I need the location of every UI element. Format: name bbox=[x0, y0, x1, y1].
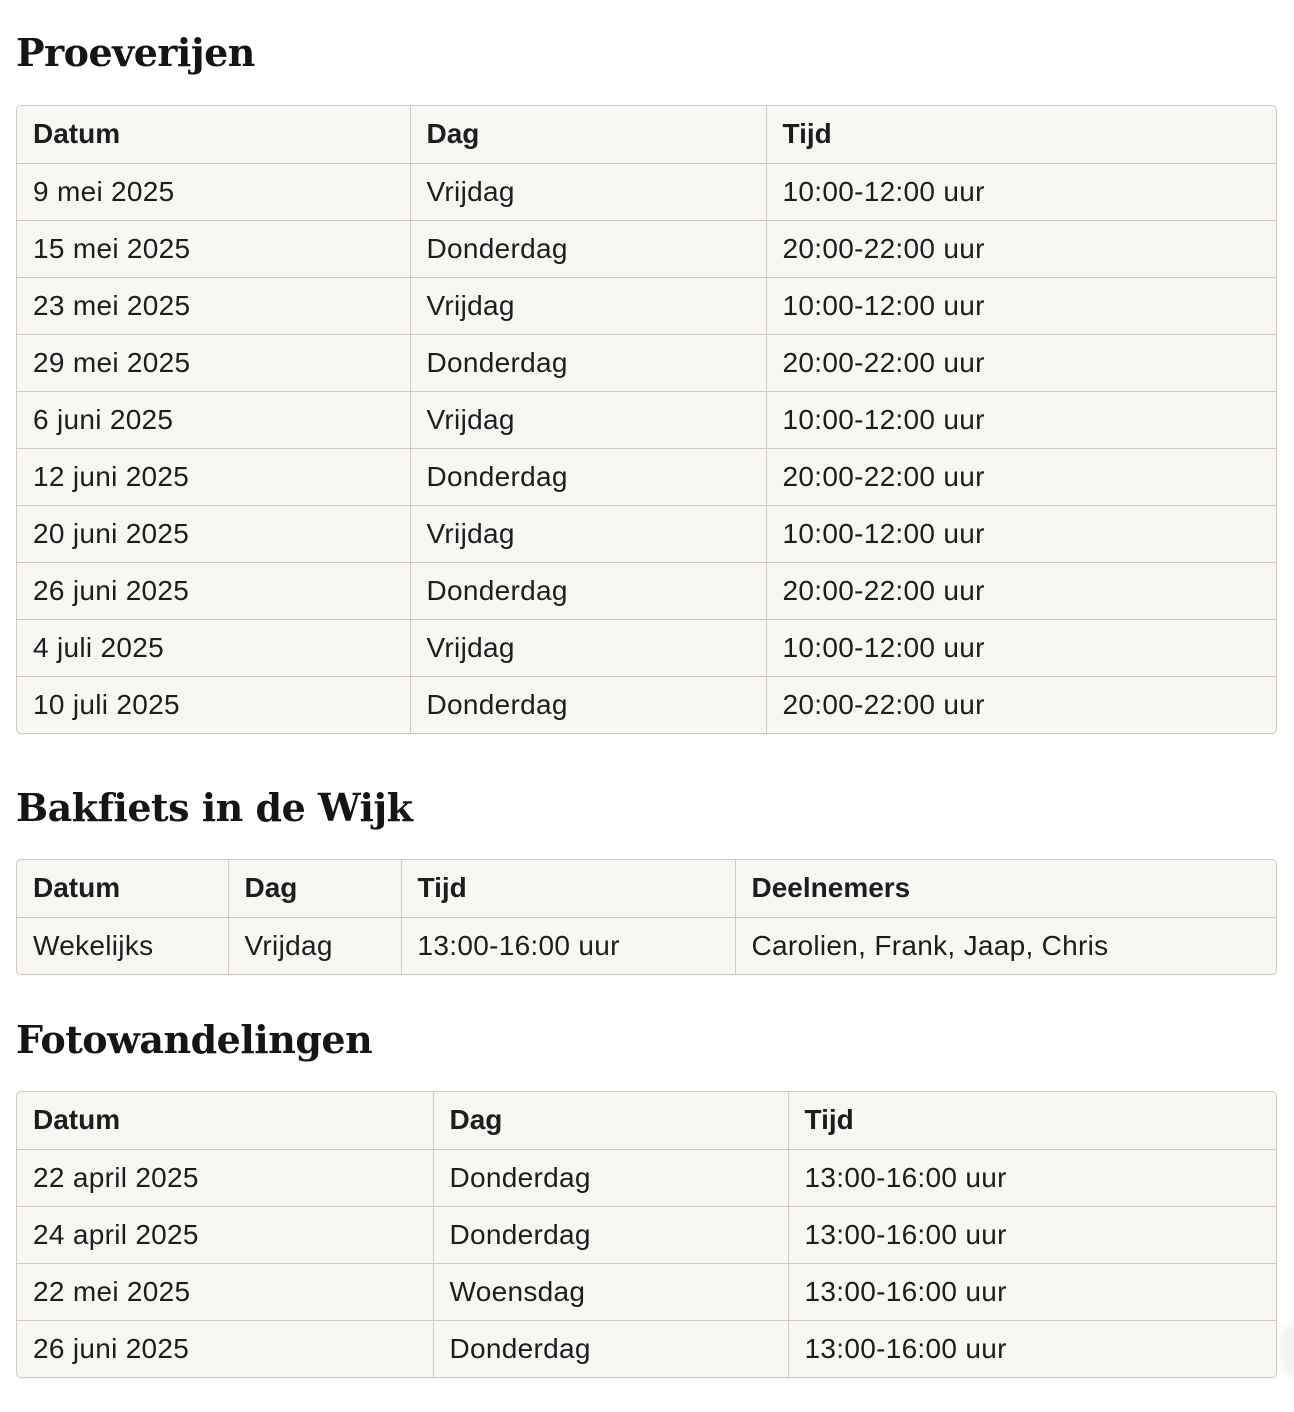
table-row bbox=[17, 1263, 1276, 1320]
cell-datum: 22 april 2025 bbox=[17, 1149, 433, 1206]
table-row bbox=[17, 1320, 1276, 1377]
column-header-dag: Dag bbox=[410, 106, 766, 163]
cell-tijd: 13:00-16:00 uur bbox=[788, 1149, 1276, 1206]
cell-deelnemers: Carolien, Frank, Jaap, Chris bbox=[751, 929, 1109, 961]
cell-datum: 15 mei 2025 bbox=[17, 220, 410, 277]
cell-datum: 12 juni 2025 bbox=[17, 448, 410, 505]
cell-datum: Wekelijks bbox=[17, 917, 228, 974]
column-header-datum: Datum bbox=[17, 1092, 433, 1149]
table-row bbox=[17, 1149, 1276, 1206]
cell-datum: 20 juni 2025 bbox=[17, 505, 410, 562]
cell-tijd: 10:00-12:00 uur bbox=[766, 391, 1276, 448]
cell-dag: Vrijdag bbox=[410, 391, 766, 448]
cell-tijd: 20:00-22:00 uur bbox=[766, 334, 1276, 391]
cell-tijd: 20:00-22:00 uur bbox=[766, 220, 1276, 277]
table-row bbox=[17, 391, 1276, 448]
cell-tijd: 20:00-22:00 uur bbox=[766, 448, 1276, 505]
cell-dag: Donderdag bbox=[410, 334, 766, 391]
cell-dag: Donderdag bbox=[410, 448, 766, 505]
column-header-dag: Dag bbox=[228, 860, 401, 917]
table-bakfiets bbox=[16, 859, 1277, 975]
cell-datum: 23 mei 2025 bbox=[17, 277, 410, 334]
section-title-bakfiets: Bakfiets in de Wijk bbox=[16, 785, 413, 830]
cell-dag: Woensdag bbox=[433, 1263, 788, 1320]
table-proeverijen bbox=[16, 105, 1277, 734]
column-header-dag: Dag bbox=[433, 1092, 788, 1149]
cell-dag: Vrijdag bbox=[410, 163, 766, 220]
table-row bbox=[17, 676, 1276, 733]
cell-dag: Vrijdag bbox=[228, 917, 401, 974]
cell-tijd: 13:00-16:00 uur bbox=[788, 1206, 1276, 1263]
table-row bbox=[17, 163, 1276, 220]
cell-tijd: 10:00-12:00 uur bbox=[766, 619, 1276, 676]
cell-dag: Donderdag bbox=[410, 676, 766, 733]
section-title-fotowandelingen: Fotowandelingen bbox=[16, 1017, 373, 1062]
cell-dag: Donderdag bbox=[410, 220, 766, 277]
table-header-row bbox=[17, 106, 1276, 163]
floating-widget-edge[interactable] bbox=[1284, 1326, 1294, 1374]
cell-dag: Donderdag bbox=[433, 1320, 788, 1377]
cell-tijd: 13:00-16:00 uur bbox=[804, 1332, 1007, 1364]
table-header-row bbox=[17, 1092, 1276, 1149]
cell-dag: Vrijdag bbox=[410, 619, 766, 676]
cell-dag: Donderdag bbox=[433, 1206, 788, 1263]
table-row bbox=[17, 448, 1276, 505]
cell-datum: 26 juni 2025 bbox=[17, 1320, 433, 1377]
cell-datum: 4 juli 2025 bbox=[17, 619, 410, 676]
column-header-tijd: Tijd bbox=[788, 1092, 1276, 1149]
cell-tijd: 10:00-12:00 uur bbox=[766, 277, 1276, 334]
cell-tijd: 13:00-16:00 uur bbox=[788, 1263, 1276, 1320]
table-row bbox=[17, 562, 1276, 619]
table-row bbox=[17, 619, 1276, 676]
cell-datum: 9 mei 2025 bbox=[17, 163, 410, 220]
table-row bbox=[17, 917, 1276, 974]
cell-tijd: 10:00-12:00 uur bbox=[766, 505, 1276, 562]
cell-datum: 24 april 2025 bbox=[17, 1206, 433, 1263]
cell-tijd: 20:00-22:00 uur bbox=[782, 688, 985, 720]
cell-tijd: 10:00-12:00 uur bbox=[766, 163, 1276, 220]
cell-tijd: 20:00-22:00 uur bbox=[766, 562, 1276, 619]
column-header-tijd: Tijd bbox=[766, 106, 1276, 163]
cell-dag: Donderdag bbox=[433, 1149, 788, 1206]
table-row bbox=[17, 220, 1276, 277]
cell-dag: Vrijdag bbox=[410, 505, 766, 562]
cell-datum: 10 juli 2025 bbox=[17, 676, 410, 733]
table-row bbox=[17, 277, 1276, 334]
table-row bbox=[17, 334, 1276, 391]
cell-tijd: 13:00-16:00 uur bbox=[401, 917, 735, 974]
cell-datum: 29 mei 2025 bbox=[17, 334, 410, 391]
cell-datum: 22 mei 2025 bbox=[17, 1263, 433, 1320]
cell-dag: Donderdag bbox=[410, 562, 766, 619]
table-header-row bbox=[17, 860, 1276, 917]
cell-datum: 6 juni 2025 bbox=[17, 391, 410, 448]
column-header-deelnemers: Deelnemers bbox=[735, 860, 1276, 917]
section-title-proeverijen: Proeverijen bbox=[16, 30, 255, 75]
table-row bbox=[17, 1206, 1276, 1263]
cell-dag: Vrijdag bbox=[410, 277, 766, 334]
table-row bbox=[17, 505, 1276, 562]
table-fotowandelingen bbox=[16, 1091, 1277, 1378]
column-header-datum: Datum bbox=[17, 106, 410, 163]
column-header-datum: Datum bbox=[17, 860, 228, 917]
cell-datum: 26 juni 2025 bbox=[17, 562, 410, 619]
column-header-tijd: Tijd bbox=[401, 860, 735, 917]
